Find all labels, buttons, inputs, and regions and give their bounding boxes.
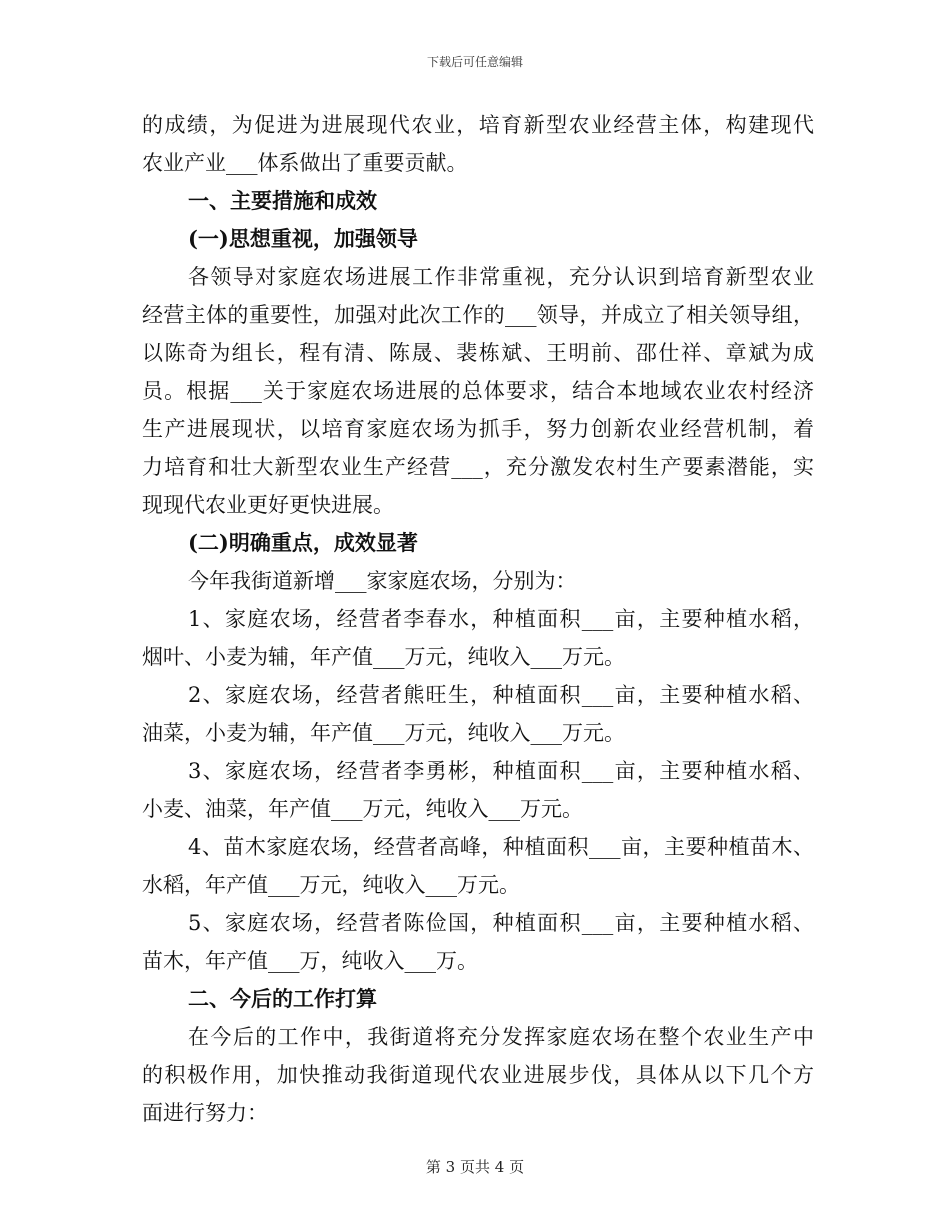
paragraph-line: 力培育和壮大新型农业生产经营___，充分激发农村生产要素潜能，实	[142, 455, 814, 479]
list-item-line: 油菜，小麦为辅，年产值___万元，纯收入___万元。	[142, 721, 625, 745]
paragraph-line: 各领导对家庭农场进展工作非常重视，充分认识到培育新型农业	[188, 265, 814, 289]
list-item-line: 1、家庭农场，经营者李春水，种植面积___亩，主要种植水稻，	[188, 607, 814, 631]
document-body	[142, 106, 814, 1132]
paragraph-line: 在今后的工作中，我街道将充分发挥家庭农场在整个农业生产中	[188, 1025, 814, 1049]
paragraph-line: 农业产业___体系做出了重要贡献。	[142, 151, 468, 175]
paragraph-line: 经营主体的重要性，加强对此次工作的___领导，并成立了相关领导组，	[142, 303, 814, 327]
paragraph-line: 的成绩，为促进为进展现代农业，培育新型农业经营主体，构建现代	[142, 113, 814, 137]
list-item-line: 5、家庭农场，经营者陈俭国，种植面积___亩，主要种植水稻、	[188, 911, 814, 935]
page-footer: 第 3 页共 4 页	[425, 1158, 525, 1176]
list-item-line: 4、苗木家庭农场，经营者高峰，种植面积___亩，主要种植苗木、	[188, 835, 814, 859]
paragraph-line: 面进行努力：	[142, 1101, 268, 1125]
list-item-line: 2、家庭农场，经营者熊旺生，种植面积___亩，主要种植水稻、	[188, 683, 814, 707]
paragraph-line: 生产进展现状，以培育家庭农场为抓手，努力创新农业经营机制，着	[142, 417, 814, 441]
paragraph-line: 的积极作用，加快推动我街道现代农业进展步伐，具体从以下几个方	[142, 1063, 814, 1087]
paragraph-line: 今年我街道新增___家家庭农场，分别为：	[188, 569, 577, 593]
list-item-line: 烟叶、小麦为辅，年产值___万元，纯收入___万元。	[142, 645, 625, 669]
list-item-line: 苗木，年产值___万，纯收入___万。	[142, 949, 478, 973]
section-heading: 一、主要措施和成效	[188, 188, 377, 213]
list-item-line: 小麦、油菜，年产值___万元，纯收入___万元。	[142, 797, 583, 821]
paragraph-line: 以陈奇为组长，程有清、陈晟、裴栋斌、王明前、邵仕祥、章斌为成	[142, 341, 814, 365]
list-item-line: 水稻，年产值___万元，纯收入___万元。	[142, 873, 520, 897]
subsection-heading: (一)思想重视，加强领导	[188, 226, 418, 251]
subsection-heading: (二)明确重点，成效显著	[188, 530, 418, 555]
paragraph-line: 员。根据___关于家庭农场进展的总体要求，结合本地域农业农村经济	[142, 379, 814, 403]
section-heading: 二、今后的工作打算	[188, 986, 377, 1011]
page-header: 下载后可任意编辑	[426, 55, 523, 69]
paragraph-line: 现现代农业更好更快进展。	[142, 493, 394, 517]
list-item-line: 3、家庭农场，经营者李勇彬，种植面积___亩，主要种植水稻、	[188, 759, 814, 783]
